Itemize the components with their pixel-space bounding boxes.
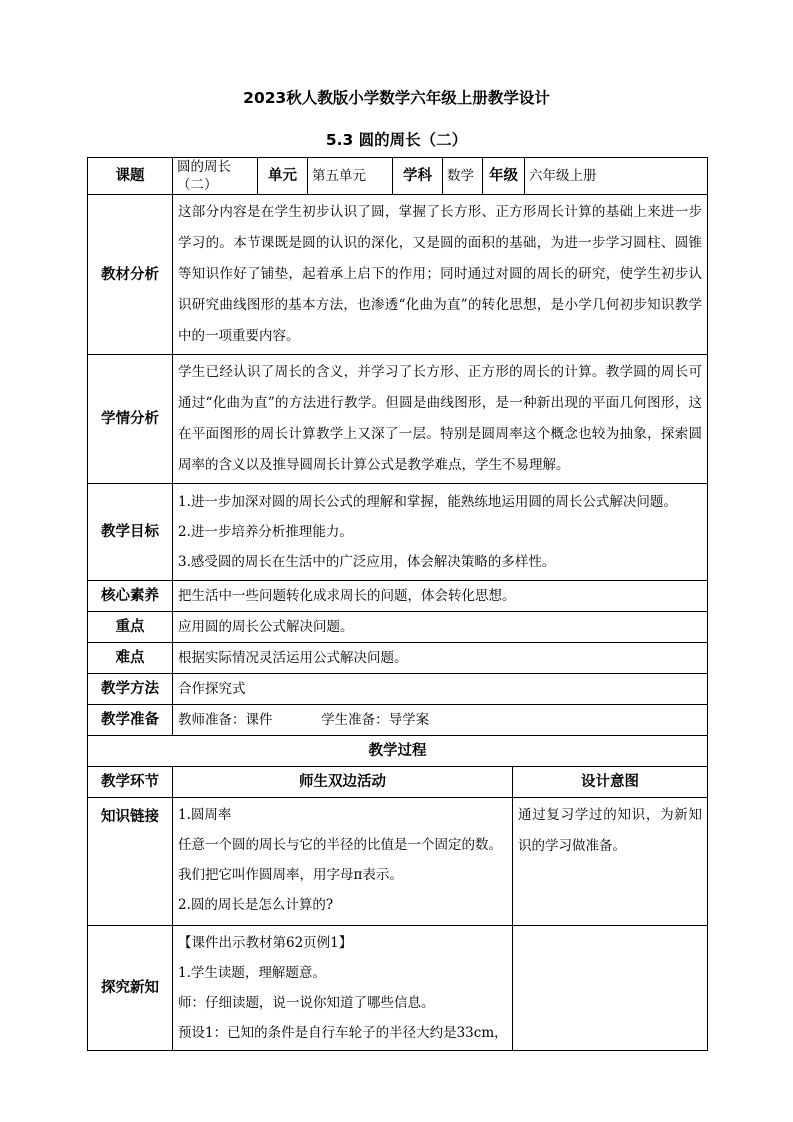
process-heading-row <box>88 736 708 767</box>
student-analysis-text: 学生已经认识了周长的含义，并学习了长方形、正方形的周长的计算。教学圆的周长可通过“化曲为直”的方法进行教学。但圆是曲线图形，是一种新出现的平面几何图形，这在平面图形的周长计算教学上又深了一层。特别是圆周率这个概念也较为抽象，探索圆周率的含义以及推导圆周长计算公式是教学难点，学生不易理解。 <box>178 364 702 473</box>
difficulty-row <box>88 643 708 674</box>
stage-column-header: 教学环节 <box>88 767 173 798</box>
activity-line: 【课件出示教材第62页例1】 <box>178 935 353 951</box>
activity-line: 任意一个圆的周长与它的半径的比值是一个固定的数。 <box>178 837 502 853</box>
subject-label: 学科 <box>393 158 443 195</box>
activity-line: 1.圆周率 <box>178 807 232 823</box>
difficulty-label: 难点 <box>88 643 173 674</box>
design-intent-text: 通过复习学过的知识，为新知识的学习做准备。 <box>518 807 702 854</box>
method-label: 教学方法 <box>88 674 173 705</box>
lesson-title: 5.3 圆的周长（二） <box>325 131 468 149</box>
core-literacy-row <box>88 581 708 612</box>
grade-value: 六年级上册 <box>525 158 708 195</box>
activity-line: 2.圆的周长是怎么计算的? <box>178 897 334 913</box>
method-row <box>88 674 708 705</box>
knowledge-link-row <box>88 798 708 926</box>
lesson-plan-table <box>87 157 708 1051</box>
material-analysis-text: 这部分内容是在学生初步认识了圆，掌握了长方形、正方形周长计算的基础上来进一步学习的。本节课既是圆的认识的深化，又是圆的面积的基础，为进一步学习圆柱、圆锥等知识作好了铺垫，起着承上启下的作用；同时通过对圆的周长的研究，使学生初步认识研究曲线图形的基本方法，也渗透“化曲为直”的转化思想，是小学几何初步知识教学中的一项重要内容。 <box>178 204 702 344</box>
unit-value: 第五单元 <box>308 158 393 195</box>
process-header-row <box>88 767 708 798</box>
explore-new-row <box>88 926 708 1051</box>
design-intent-empty <box>513 926 708 1051</box>
key-point-row <box>88 612 708 643</box>
document-title: 2023秋人教版小学数学六年级上册教学设计 <box>243 89 550 107</box>
key-point-text: 应用圆的周长公式解决问题。 <box>173 612 708 643</box>
difficulty-text: 根据实际情况灵活运用公式解决问题。 <box>173 643 708 674</box>
method-text: 合作探究式 <box>173 674 708 705</box>
key-point-label: 重点 <box>88 612 173 643</box>
subject-value: 数学 <box>443 158 483 195</box>
objective-item: 1.进一步加深对圆的周长公式的理解和掌握，能熟练地运用圆的周长公式解决问题。 <box>178 494 677 510</box>
preparation-label: 教学准备 <box>88 705 173 736</box>
process-heading: 教学过程 <box>88 736 708 767</box>
student-analysis-row <box>88 355 708 484</box>
grade-label: 年级 <box>483 158 525 195</box>
preparation-row <box>88 705 708 736</box>
material-analysis-label: 教材分析 <box>88 195 173 355</box>
core-literacy-label: 核心素养 <box>88 581 173 612</box>
material-analysis-row <box>88 195 708 355</box>
activity-line: 我们把它叫作圆周率，用字母π表示。 <box>178 867 403 883</box>
objective-item: 2.进一步培养分析推理能力。 <box>178 524 353 540</box>
info-row <box>88 158 708 195</box>
objective-item: 3.感受圆的周长在生活中的广泛应用，体会解决策略的多样性。 <box>178 554 556 570</box>
activity-column-header: 师生双边活动 <box>173 767 513 798</box>
student-preparation: 学生准备：导学案 <box>321 712 430 728</box>
topic-value: 圆的周长（二） <box>173 158 258 195</box>
unit-label: 单元 <box>258 158 308 195</box>
objectives-row <box>88 484 708 581</box>
intent-column-header: 设计意图 <box>513 767 708 798</box>
topic-label: 课题 <box>88 158 173 195</box>
activity-line: 预设1：已知的条件是自行车轮子的半径大约是33cm， <box>178 1025 508 1041</box>
activity-line: 1.学生读题，理解题意。 <box>178 965 326 981</box>
core-literacy-text: 把生活中一些问题转化成求周长的问题，体会转化思想。 <box>173 581 708 612</box>
objectives-label: 教学目标 <box>88 484 173 581</box>
student-analysis-label: 学情分析 <box>88 355 173 484</box>
teacher-preparation: 教师准备：课件 <box>178 712 273 728</box>
knowledge-link-label: 知识链接 <box>88 798 173 926</box>
activity-line: 师：仔细读题，说一说你知道了哪些信息。 <box>178 995 435 1011</box>
explore-new-label: 探究新知 <box>88 926 173 1051</box>
